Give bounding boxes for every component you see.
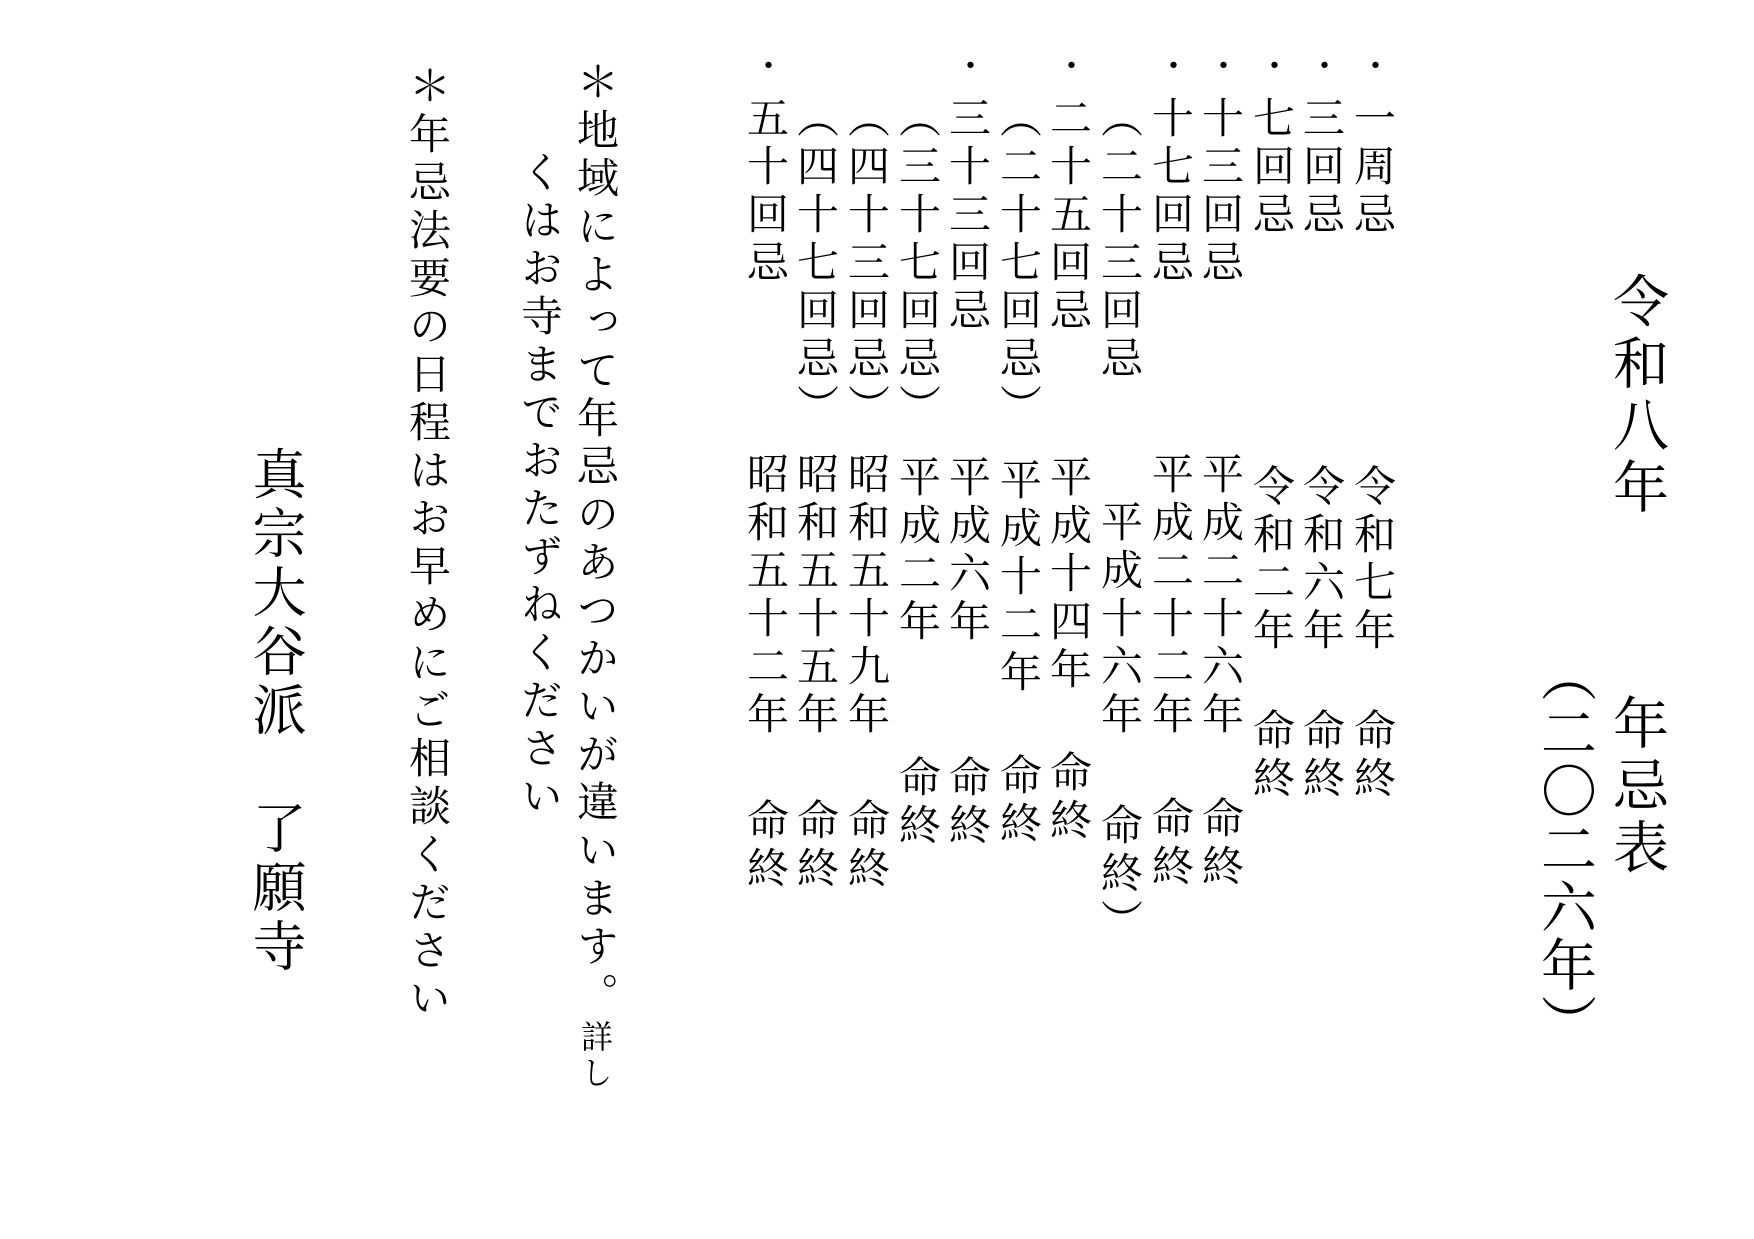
temple-signature: 真宗大谷派 了願寺: [244, 446, 307, 977]
entry-era-year: 平成二十二年: [1146, 452, 1195, 740]
memorial-entry: [1194, 0, 1246, 1239]
entry-status: 命終: [1146, 796, 1195, 892]
title-label: 年忌表: [1604, 694, 1669, 880]
memorial-entry: [1346, 0, 1398, 1239]
entry-era-year: 平成十二年: [994, 458, 1043, 698]
memorial-entry: [789, 0, 841, 1239]
entry-status: 命終: [842, 798, 891, 894]
note-region-line1: [571, 60, 620, 1092]
memorial-entry: [992, 0, 1044, 1239]
entry-era-year: 令和六年: [1297, 464, 1346, 656]
entry-name: （二十三回忌: [1095, 96, 1144, 384]
entry-status: 命終: [893, 755, 942, 851]
memorial-entry: [1245, 0, 1297, 1239]
memorial-entry: [739, 0, 791, 1239]
entry-bullet-icon: ・: [947, 48, 987, 82]
entry-name: 三十三回忌: [943, 96, 992, 336]
memorial-entry: [1144, 0, 1196, 1239]
entry-bullet-icon: ・: [1200, 48, 1240, 82]
entry-name: （三十七回忌）: [893, 96, 942, 432]
memorial-entry: [1042, 0, 1094, 1239]
entry-status: 命終: [1044, 750, 1093, 846]
memorial-entry: [1093, 0, 1145, 1239]
memorial-entry: [840, 0, 892, 1239]
entry-status: 命終: [1348, 708, 1397, 804]
entry-era-year: 昭和五十二年: [741, 452, 790, 740]
entry-bullet-icon: ・: [1352, 48, 1392, 82]
entry-bullet-icon: ・: [1048, 48, 1088, 82]
note-region-line2: くはお寺までおたずねください: [515, 150, 564, 822]
entry-name: （四十七回忌）: [791, 96, 840, 432]
entry-era-year: 平成二年: [893, 455, 942, 647]
entry-status: 命終: [943, 755, 992, 851]
entry-era-year: 平成二十六年: [1196, 452, 1245, 740]
memorial-entry: [1295, 0, 1347, 1239]
entry-bullet-icon: ・: [1301, 48, 1341, 82]
entry-bullet-icon: ・: [1150, 48, 1190, 82]
memorial-entry: [891, 0, 943, 1239]
entry-name: （二十七回忌）: [994, 96, 1043, 432]
entry-name: 五十回忌: [741, 96, 790, 288]
entry-status: 命終: [994, 753, 1043, 849]
entry-status: 命終: [1247, 708, 1296, 804]
entry-name: 二十五回忌: [1044, 96, 1093, 336]
entry-status: 命終）: [1095, 803, 1144, 947]
entry-status: 命終: [791, 798, 840, 894]
entry-era-year: 平成十六年: [1095, 500, 1144, 740]
note-schedule-line: ＊年忌法要の日程はお早めにご相談ください: [403, 64, 452, 1024]
entry-name: 三回忌: [1297, 96, 1346, 240]
entry-era-year: 令和七年: [1348, 464, 1397, 656]
entry-name: 十七回忌: [1146, 96, 1195, 288]
entry-name: 一周忌: [1348, 96, 1397, 240]
entry-name: （四十三回忌）: [842, 96, 891, 432]
entry-era-year: 昭和五十五年: [791, 452, 840, 740]
entry-era-year: 昭和五十九年: [842, 452, 891, 740]
entry-status: 命終: [1297, 708, 1346, 804]
entry-bullet-icon: ・: [745, 48, 785, 82]
title-year-paren: （二〇二六年）: [1532, 646, 1597, 1052]
title-era-line: 令和八年: [1604, 272, 1669, 520]
entry-status: 命終: [741, 798, 790, 894]
entry-era-year: 平成十四年: [1044, 455, 1093, 695]
entry-era-year: 令和二年: [1247, 464, 1296, 656]
memorial-entry: [941, 0, 993, 1239]
entry-name: 七回忌: [1247, 96, 1296, 240]
note-region-text-small: 詳し: [576, 1020, 614, 1092]
note-region-text: ＊地域によって年忌のあつかいが違います。: [571, 60, 620, 1020]
entry-status: 命終: [1196, 796, 1245, 892]
entry-bullet-icon: ・: [1251, 48, 1291, 82]
entry-era-year: 平成六年: [943, 455, 992, 647]
entry-name: 十三回忌: [1196, 96, 1245, 288]
